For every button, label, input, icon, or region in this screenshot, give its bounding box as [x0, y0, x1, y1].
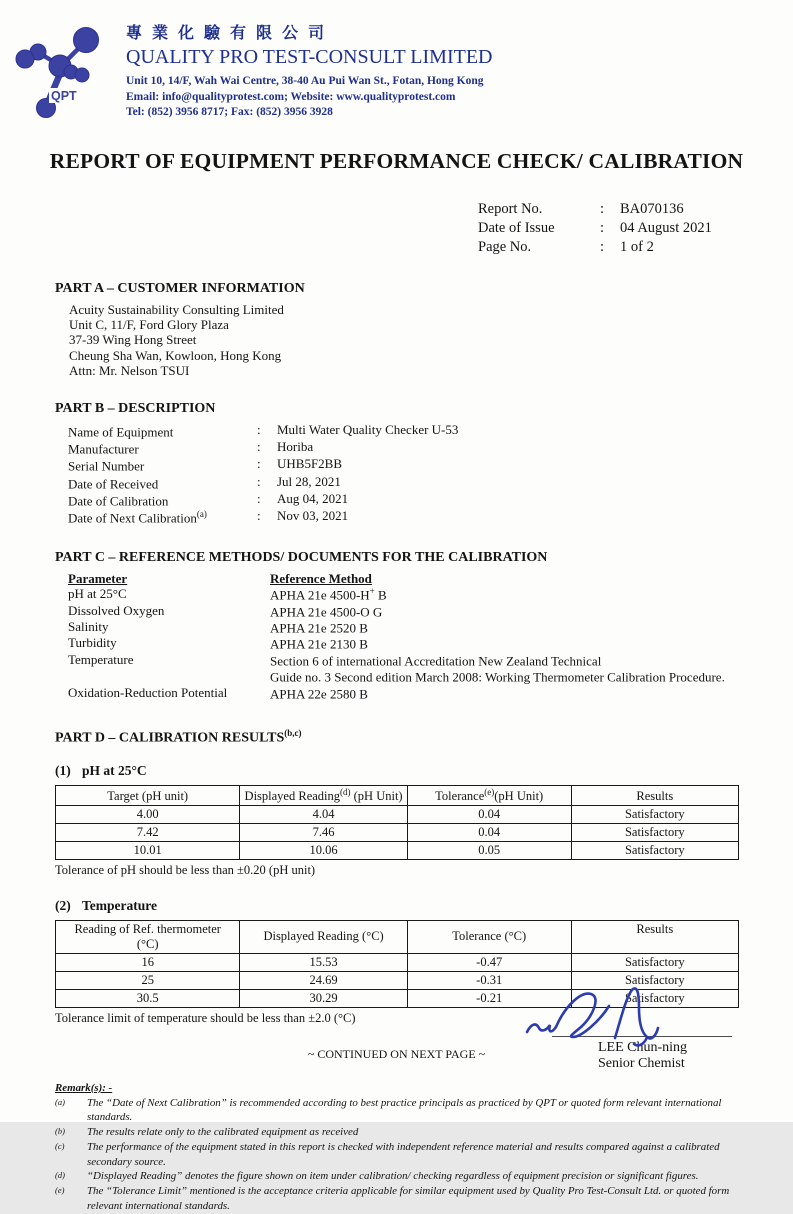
date-received-row: Date of Received : Jul 28, 2021: [68, 473, 341, 491]
reference-method-col-header: Reference Method: [270, 571, 372, 587]
date-next-calibration-row: Date of Next Calibration$^{(a)}$ : Nov 03, 2021: [68, 507, 349, 526]
serial-number-value: UHB5F2BB: [277, 456, 343, 472]
temp-table-row: 16 15.53 -0.47 Satisfactory: [56, 953, 739, 971]
ph-results-header: Results: [571, 785, 738, 805]
page-no-label: Page No.: [478, 238, 532, 255]
qpt-logo: [12, 12, 112, 125]
customer-address-line: 37-39 Wing Hong Street: [69, 332, 197, 348]
remark-a: (a) The “Date of Next Calibration” is recommended according to best practice principals as practiced by QPT or quoted form relevant international standards.: [55, 1096, 722, 1124]
temp-table-row: 30.5 30.29 -0.21 Satisfactory: [56, 989, 739, 1007]
company-address: Unit 10, 14/F, Wah Wai Centre, 38-40 Au Pui Wan St., Fotan, Hong Kong: [126, 75, 484, 87]
ph-table-row: 10.01 10.06 0.05 Satisfactory: [56, 841, 739, 859]
date-of-issue-value: 04 August 2021: [620, 219, 712, 236]
part-c-heading: PART C – REFERENCE METHODS/ DOCUMENTS FOR THE CALIBRATION: [55, 550, 548, 566]
report-no-value: BA070136: [620, 201, 684, 217]
company-contact-block: [126, 74, 493, 121]
temperature-tolerance-note: Tolerance limit of temperature should be less than ±2.0 (°C): [55, 1010, 356, 1025]
ph-subsection-heading: (1) pH at 25°C: [55, 762, 147, 778]
parameter-col-header: Parameter: [68, 571, 128, 587]
ph-displayed-header: Displayed Reading$^{(d)}$ (pH Unit): [240, 785, 407, 805]
reference-row-do: Dissolved Oxygen APHA 21e 4500-O G: [68, 602, 383, 619]
reference-row-temperature: Temperature Section 6 of international Accreditation New Zealand Technical: [68, 651, 602, 669]
equipment-name-value: Multi Water Quality Checker U-53: [277, 422, 459, 438]
customer-address-block: [69, 302, 743, 379]
temp-table-row: 25 24.69 -0.31 Satisfactory: [56, 971, 739, 989]
logo-text: QPT: [51, 89, 77, 103]
report-no-label: Report No.: [478, 201, 543, 217]
remarks-section: [55, 1082, 745, 1214]
date-calibration-row: Date of Calibration : Aug 04, 2021: [68, 490, 349, 509]
ph-tolerance-note: Tolerance of pH should be less than ±0.20 (pH unit): [55, 862, 316, 877]
reference-row-orp: Oxidation-Reduction Potential APHA 22e 2580 B: [68, 684, 368, 701]
page-no-value: 1 of 2: [620, 238, 654, 255]
company-name-english: QUALITY PRO TEST-CONSULT LIMITED: [126, 46, 493, 68]
reference-row-salinity: Salinity APHA 21e 2520 B: [68, 618, 368, 636]
signer-name: LEE Chun-ning: [598, 1040, 688, 1055]
reference-row-ph: pH at 25°C APHA 21e 4500-H+ B: [68, 586, 387, 603]
ph-table-row: 4.00 4.04 0.04 Satisfactory: [56, 805, 739, 823]
letterhead-text: [126, 12, 493, 125]
remark-b: (b) The results relate only to the calibrated equipment as received: [55, 1126, 359, 1139]
manufacturer-row: Manufacturer : Horiba: [68, 439, 314, 457]
company-email-website: Email: info@qualityprotest.com; Website: www.qualityprotest.com: [126, 90, 456, 103]
customer-address-line: Unit C, 11/F, Ford Glory Plaza: [69, 316, 229, 332]
date-of-issue-label: Date of Issue: [478, 219, 555, 236]
ph-target-header: Target (pH unit): [56, 785, 240, 805]
date-calibration-value: Aug 04, 2021: [277, 490, 349, 506]
report-no-row: Report No. : BA070136: [478, 201, 684, 217]
ph-table-row: 7.42 7.46 0.04 Satisfactory: [56, 823, 739, 841]
part-d-section: [55, 728, 743, 747]
temp-results-header: Results: [571, 920, 738, 953]
part-a-section: [55, 281, 743, 379]
temperature-subsection-heading: (2) Temperature: [55, 897, 157, 913]
company-name-chinese: 專業化驗有限公司: [126, 25, 335, 42]
equipment-name-row: Name of Equipment : Multi Water Quality Checker U-53: [68, 422, 459, 440]
part-b-heading: PART B – DESCRIPTION: [55, 401, 216, 417]
page-no-row: Page No. : 1 of 2: [478, 238, 654, 255]
letterhead: [0, 0, 793, 125]
report-title: REPORT OF EQUIPMENT PERFORMANCE CHECK/ CALIBRATION: [49, 149, 744, 173]
remark-c: (c) The performance of the equipment stated in this report is checked with independent reference material and results compared against a calibrated secondary source.: [55, 1140, 720, 1168]
date-of-issue-row: Date of Issue : 04 August 2021: [478, 219, 712, 236]
part-b-section: [55, 401, 743, 526]
remark-d: (d) “Displayed Reading” denotes the figure shown on item under calibration/ checking regardless of equipment precision or significant figures.: [55, 1170, 699, 1183]
ph-tolerance-header: Tolerance$^{(e)}$(pH Unit): [407, 785, 571, 805]
customer-address-line: Cheung Sha Wan, Kowloon, Hong Kong: [69, 347, 282, 363]
temp-tolerance-header: Tolerance (°C): [407, 920, 571, 953]
signer-title: Senior Chemist: [598, 1056, 685, 1071]
serial-number-row: Serial Number : UHB5F2BB: [68, 456, 343, 474]
temp-displayed-header: Displayed Reading (°C): [240, 920, 407, 953]
part-a-heading: PART A – CUSTOMER INFORMATION: [55, 280, 305, 296]
molecule-logo-icon: [12, 12, 112, 120]
reference-row-turbidity: Turbidity APHA 21e 2130 B: [68, 635, 368, 652]
part-d-heading: PART D – CALIBRATION RESULTS$^{(b,c)}$: [55, 727, 302, 746]
date-received-value: Jul 28, 2021: [277, 473, 341, 489]
report-info: [478, 200, 793, 257]
part-c-section: [55, 550, 743, 701]
reference-row-temperature-cont: Guide no. 3 Second edition March 2008: Working Thermometer Calibration Procedure.: [270, 669, 725, 685]
continued-next-page: ~ CONTINUED ON NEXT PAGE ~: [307, 1046, 486, 1061]
temp-ref-header: Reading of Ref. thermometer (°C): [56, 920, 240, 953]
company-tel-fax: Tel: (852) 3956 8717; Fax: (852) 3956 3928: [126, 106, 333, 119]
ph-calibration-table: [55, 785, 739, 860]
remarks-heading: Remark(s): -: [55, 1081, 113, 1094]
manufacturer-value: Horiba: [277, 439, 314, 455]
signature-scrawl-icon: [523, 986, 698, 1050]
temp-table-header-row: [56, 920, 739, 953]
date-next-calibration-value: Nov 03, 2021: [277, 507, 349, 523]
remark-e: (e) The “Tolerance Limit” mentioned is the acceptance criteria applicable for similar equipment used by Quality Pro Test-Consult Ltd. or quoted form relevant international standards.: [55, 1185, 730, 1212]
reference-method-header: [68, 571, 743, 586]
customer-attn: Attn: Mr. Nelson TSUI: [69, 362, 190, 378]
signature-block: [505, 996, 755, 1072]
equipment-description-rows: [68, 423, 743, 526]
customer-name: Acuity Sustainability Consulting Limited: [69, 301, 284, 317]
ph-table-header-row: [56, 785, 739, 805]
